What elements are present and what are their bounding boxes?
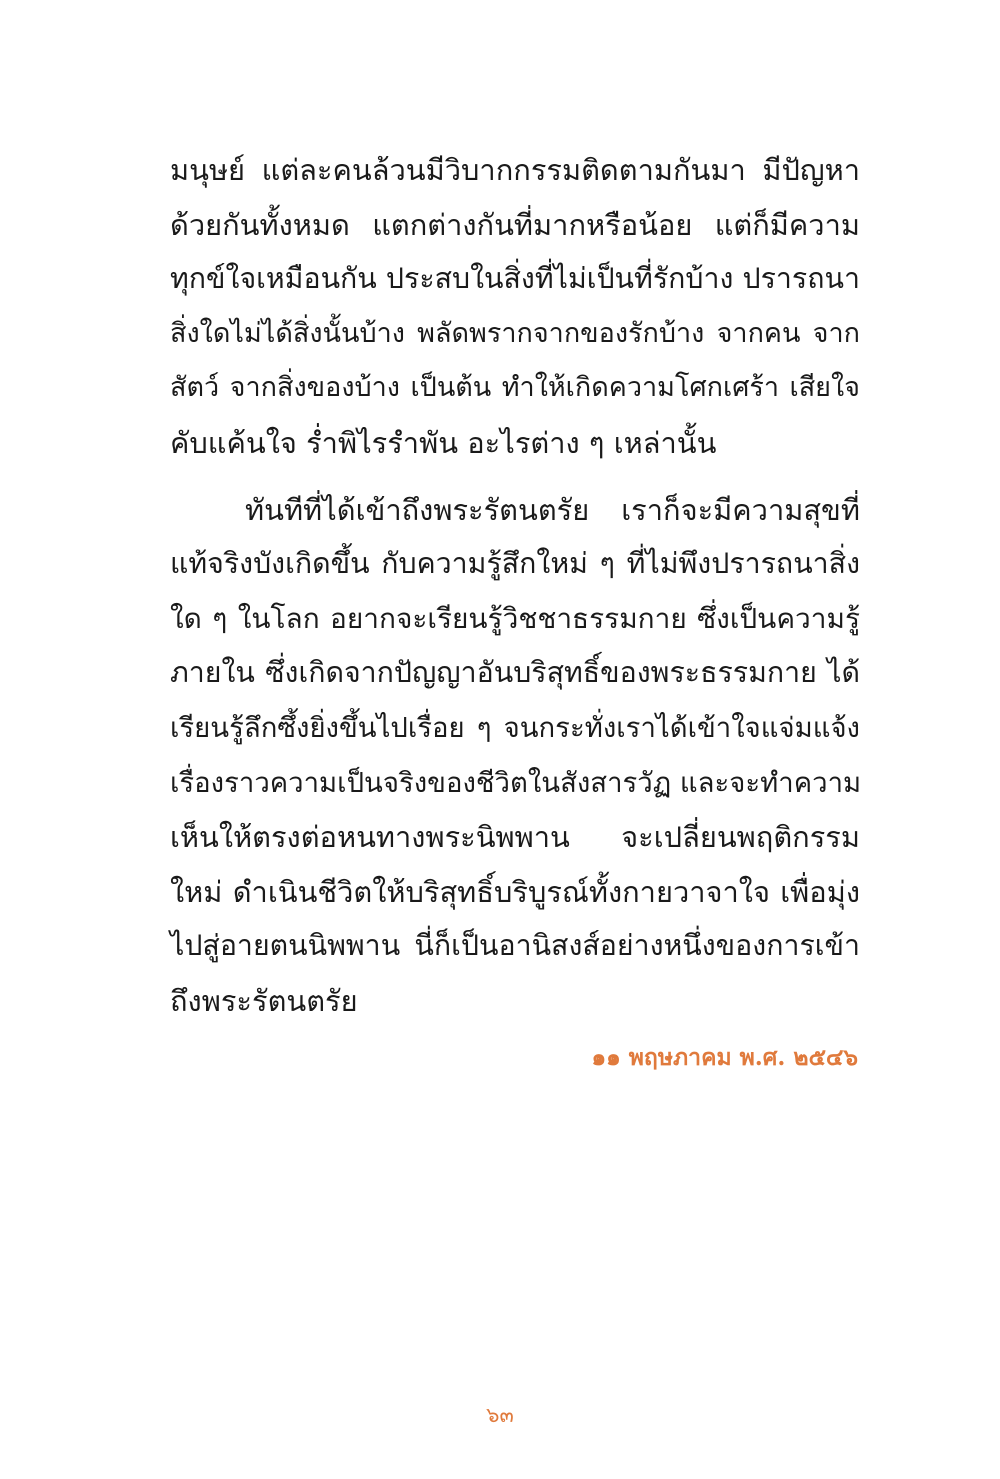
paragraph-2-line: ทันทีที่ได้เข้าถึงพระรัตนตรัย เราก็จะมีความสุขที่ xyxy=(245,492,860,527)
paragraph-1-line: สิ่งใดไม่ได้สิ่งนั้นบ้าง พลัดพรากจากของรักบ้าง จากคน จาก xyxy=(170,317,860,349)
paragraph-2-line: แท้จริงบังเกิดขึ้น กับความรู้สึกใหม่ ๆ ที่ไม่พึงปรารถนาสิ่ง xyxy=(170,547,860,581)
paragraph-1-line: ทุกข์ใจเหมือนกัน ประสบในสิ่งที่ไม่เป็นที่รักบ้าง ปรารถนา xyxy=(170,262,860,296)
paragraph-2-line: ภายใน ซึ่งเกิดจากปัญญาอันบริสุทธิ์ของพระธรรมกาย ได้ xyxy=(170,656,860,690)
paragraph-2-line: ใหม่ ดำเนินชีวิตให้บริสุทธิ์บริบูรณ์ทั้งกายวาจาใจ เพื่อมุ่ง xyxy=(170,874,860,909)
paragraph-2-line: ใด ๆ ในโลก อยากจะเรียนรู้วิชชาธรรมกาย ซึ่งเป็นความรู้ xyxy=(170,601,860,635)
paragraph-1-line: ด้วยกันทั้งหมด แตกต่างกันที่มากหรือน้อย แต่ก็มีความ xyxy=(170,207,860,242)
paragraph-gap xyxy=(170,471,860,483)
paragraph-2-line: ถึงพระรัตนตรัย xyxy=(170,983,358,1018)
paragraph-2-line: เรียนรู้ลึกซึ้งยิ่งขึ้นไปเรื่อย ๆ จนกระทั่งเราได้เข้าใจแจ่มแจ้ง xyxy=(170,711,860,744)
paragraph-1-line: คับแค้นใจ ร่ำพิไรรำพัน อะไรต่าง ๆ เหล่านั้น xyxy=(170,425,717,460)
paragraph-1-line: มนุษย์ แต่ละคนล้วนมีวิบากกรรมติดตามกันมา มีปัญหา xyxy=(170,153,860,187)
body-text xyxy=(170,143,860,1029)
page-number: ๖๓ xyxy=(486,1403,514,1427)
paragraph-2-line: เรื่องราวความเป็นจริงของชีวิตในสังสารวัฏ และจะทำความ xyxy=(170,766,862,799)
paragraph-2-line: ไปสู่อายตนนิพพาน นี่ก็เป็นอานิสงส์อย่างหนึ่งของการเข้า xyxy=(170,929,860,963)
paragraph-2-line: เห็นให้ตรงต่อหนทางพระนิพพาน จะเปลี่ยนพฤติกรรม xyxy=(170,820,860,855)
date-signature: ๑๑ พฤษภาคม พ.ศ. ๒๕๔๖ xyxy=(591,1044,858,1071)
paragraph-1-line: สัตว์ จากสิ่งของบ้าง เป็นต้น ทำให้เกิดความโศกเศร้า เสียใจ xyxy=(170,372,860,404)
